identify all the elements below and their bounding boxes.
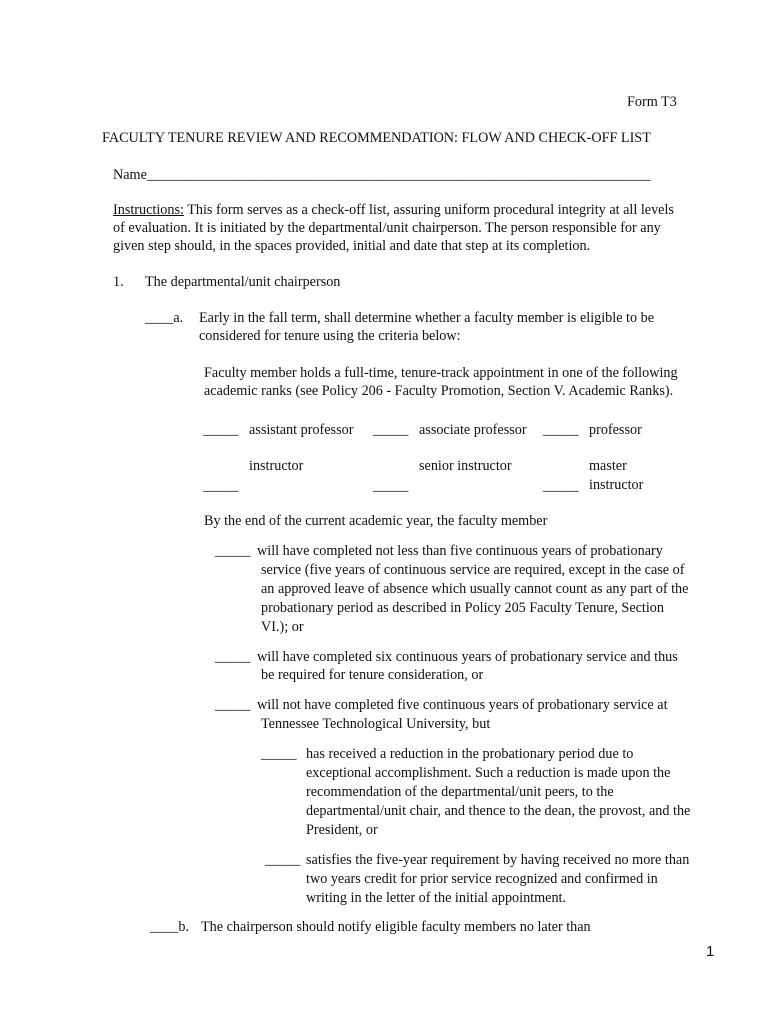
option-2-line-1: will have completed six continuous years of probationary service and thus [257,649,678,665]
sub-option-2-line-3: writing in the letter of the initial appointment. [306,890,567,906]
rank-professor-blank[interactable]: _____ [543,422,579,438]
item-b-text: The chairperson should notify eligible faculty members no later than [201,919,591,935]
sub-option-1-blank[interactable]: _____ [261,746,297,762]
sub-option-2-line-2: two years credit for prior service recognized and confirmed in [306,871,658,887]
sub-option-1-line-5: President, or [306,822,378,838]
rank-master-instructor-label-1: master [589,458,627,474]
option-1-line-3: an approved leave of absence which usually cannot count as any part of the [261,581,689,597]
option-1-line-2: service (five years of continuous service are required, except in the case of [261,562,685,578]
sub-option-1-line-3: recommendation of the departmental/unit peers, to the [306,784,614,800]
form-title: FACULTY TENURE REVIEW AND RECOMMENDATION: FLOW AND CHECK-OFF LIST [102,130,651,146]
section-heading: The departmental/unit chairperson [145,274,341,290]
sub-option-1-line-1: has received a reduction in the probationary period due to [306,746,634,762]
option-1-line-4: probationary period as described in Policy 205 Faculty Tenure, Section [261,600,664,616]
item-b-checkoff[interactable]: ____b. [150,919,190,935]
page-number: 1 [706,943,715,960]
name-field-line[interactable]: Name_______________________________________________________________________ [113,167,651,183]
option-1-blank[interactable]: _____ [215,543,251,559]
instructions-line-2: of evaluation. It is initiated by the departmental/unit chairperson. The person responsible for any [113,220,661,236]
rank-instructor-label: instructor [249,458,304,474]
option-2-line-2: be required for tenure consideration, or [261,667,484,683]
option-3-line-1: will not have completed five continuous years of probationary service at [257,697,668,713]
rank-master-instructor-blank[interactable]: _____ [543,478,579,494]
option-1-line-5: VI.); or [261,619,304,635]
item-a-line-2: considered for tenure using the criteria below: [199,328,461,344]
rank-professor-label: professor [589,422,642,438]
item-a-checkoff[interactable]: ____a. [145,310,184,326]
option-2-blank[interactable]: _____ [215,649,251,665]
section-number: 1. [113,274,124,290]
criteria-line-2: academic ranks (see Policy 206 - Faculty Promotion, Section V. Academic Ranks). [204,383,674,399]
rank-assistant-blank[interactable]: _____ [203,422,239,438]
rank-associate-label: associate professor [419,422,527,438]
item-a-line-1: Early in the fall term, shall determine whether a faculty member is eligible to be [199,310,655,326]
option-1-line-1: will have completed not less than five continuous years of probationary [257,543,663,559]
option-3-blank[interactable]: _____ [215,697,251,713]
sub-option-2-blank[interactable]: _____ [265,852,301,868]
rank-master-instructor-label-2: instructor [589,477,644,493]
sub-option-1-line-2: exceptional accomplishment. Such a reduction is made upon the [306,765,671,781]
rank-senior-instructor-blank[interactable]: _____ [373,478,409,494]
rank-instructor-blank[interactable]: _____ [203,478,239,494]
option-3-line-2: Tennessee Technological University, but [261,716,491,732]
instructions-label: Instructions: [113,202,184,218]
instructions-line-1: This form serves as a check-off list, assuring uniform procedural integrity at all levels [183,202,674,218]
year-end-statement: By the end of the current academic year, the faculty member [204,513,548,529]
rank-associate-blank[interactable]: _____ [373,422,409,438]
form-id: Form T3 [627,94,677,110]
rank-assistant-label: assistant professor [249,422,354,438]
instructions-line-3: given step should, in the spaces provided, initial and date that step at its completion. [113,238,591,254]
criteria-line-1: Faculty member holds a full-time, tenure-track appointment in one of the following [204,365,678,381]
sub-option-2-line-1: satisfies the five-year requirement by having received no more than [306,852,690,868]
rank-senior-instructor-label: senior instructor [419,458,512,474]
sub-option-1-line-4: departmental/unit chair, and thence to the dean, the provost, and the [306,803,691,819]
